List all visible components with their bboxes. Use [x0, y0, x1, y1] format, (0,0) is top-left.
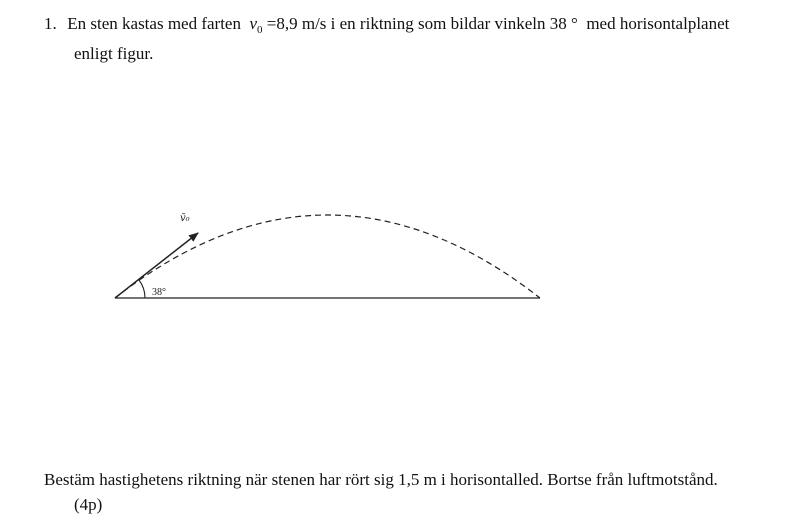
angle-label: 38°	[152, 287, 166, 298]
degree-symbol: °	[571, 14, 578, 33]
problem-text-before: En sten kastas med farten	[67, 14, 241, 33]
vector-label: v̄₀	[180, 213, 190, 224]
question-points: (4p)	[74, 495, 103, 514]
velocity-symbol: v	[249, 14, 258, 33]
question-text: Bestäm hastighetens riktning när stenen har rört sig 1,5 m i horisontalled. Bortse från luftmotstånd.	[44, 470, 718, 489]
velocity-value: =8,9 m/s i en riktning som bildar vinkeln 38	[266, 14, 567, 33]
trajectory-path	[115, 215, 540, 298]
problem-text-after: med horisontalplanet	[586, 14, 730, 33]
problem-number: 1.	[44, 14, 57, 33]
angle-arc	[139, 280, 145, 299]
velocity-subscript: 0	[257, 24, 263, 36]
problem-line-2: enligt figur.	[74, 44, 154, 63]
